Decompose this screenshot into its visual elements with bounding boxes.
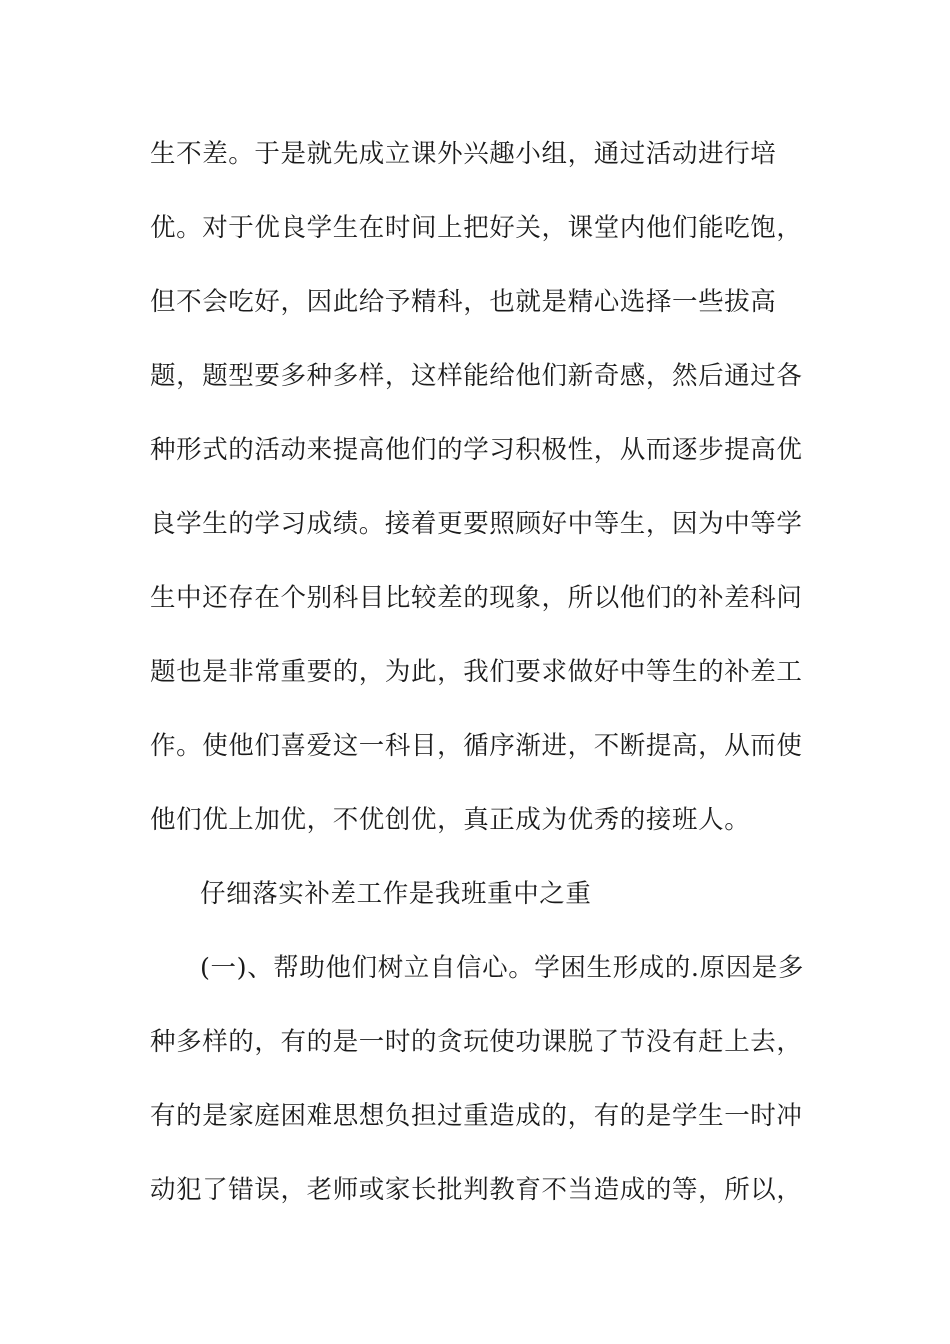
- paragraph-line: 题也是非常重要的，为此，我们要求做好中等生的补差工: [150, 657, 803, 687]
- paragraph-line: 有的是家庭困难思想负担过重造成的，有的是学生一时冲: [150, 1101, 803, 1131]
- section-heading: 仔细落实补差工作是我班重中之重: [200, 879, 592, 909]
- paragraph-line: 作。使他们喜爱这一科目，循序渐进，不断提高，从而使: [150, 731, 803, 761]
- paragraph-line: 种形式的活动来提高他们的学习积极性，从而逐步提高优: [150, 435, 803, 465]
- paragraph-line: (一)、帮助他们树立自信心。学困生形成的.原因是多: [200, 953, 805, 983]
- paragraph-line: 生中还存在个别科目比较差的现象，所以他们的补差科问: [150, 583, 803, 613]
- paragraph-line: 良学生的学习成绩。接着更要照顾好中等生，因为中等学: [150, 509, 803, 539]
- paragraph-line: 生不差。于是就先成立课外兴趣小组，通过活动进行培: [150, 139, 777, 169]
- paragraph-line: 但不会吃好，因此给予精科，也就是精心选择一些拔高: [150, 287, 777, 317]
- paragraph-line: 动犯了错误，老师或家长批判教育不当造成的等，所以，: [150, 1175, 803, 1205]
- paragraph-line: 他们优上加优，不优创优，真正成为优秀的接班人。: [150, 805, 751, 835]
- paragraph-line: 优。对于优良学生在时间上把好关，课堂内他们能吃饱，: [150, 213, 803, 243]
- paragraph-line: 种多样的，有的是一时的贪玩使功课脱了节没有赶上去，: [150, 1027, 803, 1057]
- paragraph-line: 题，题型要多种多样，这样能给他们新奇感，然后通过各: [150, 361, 803, 391]
